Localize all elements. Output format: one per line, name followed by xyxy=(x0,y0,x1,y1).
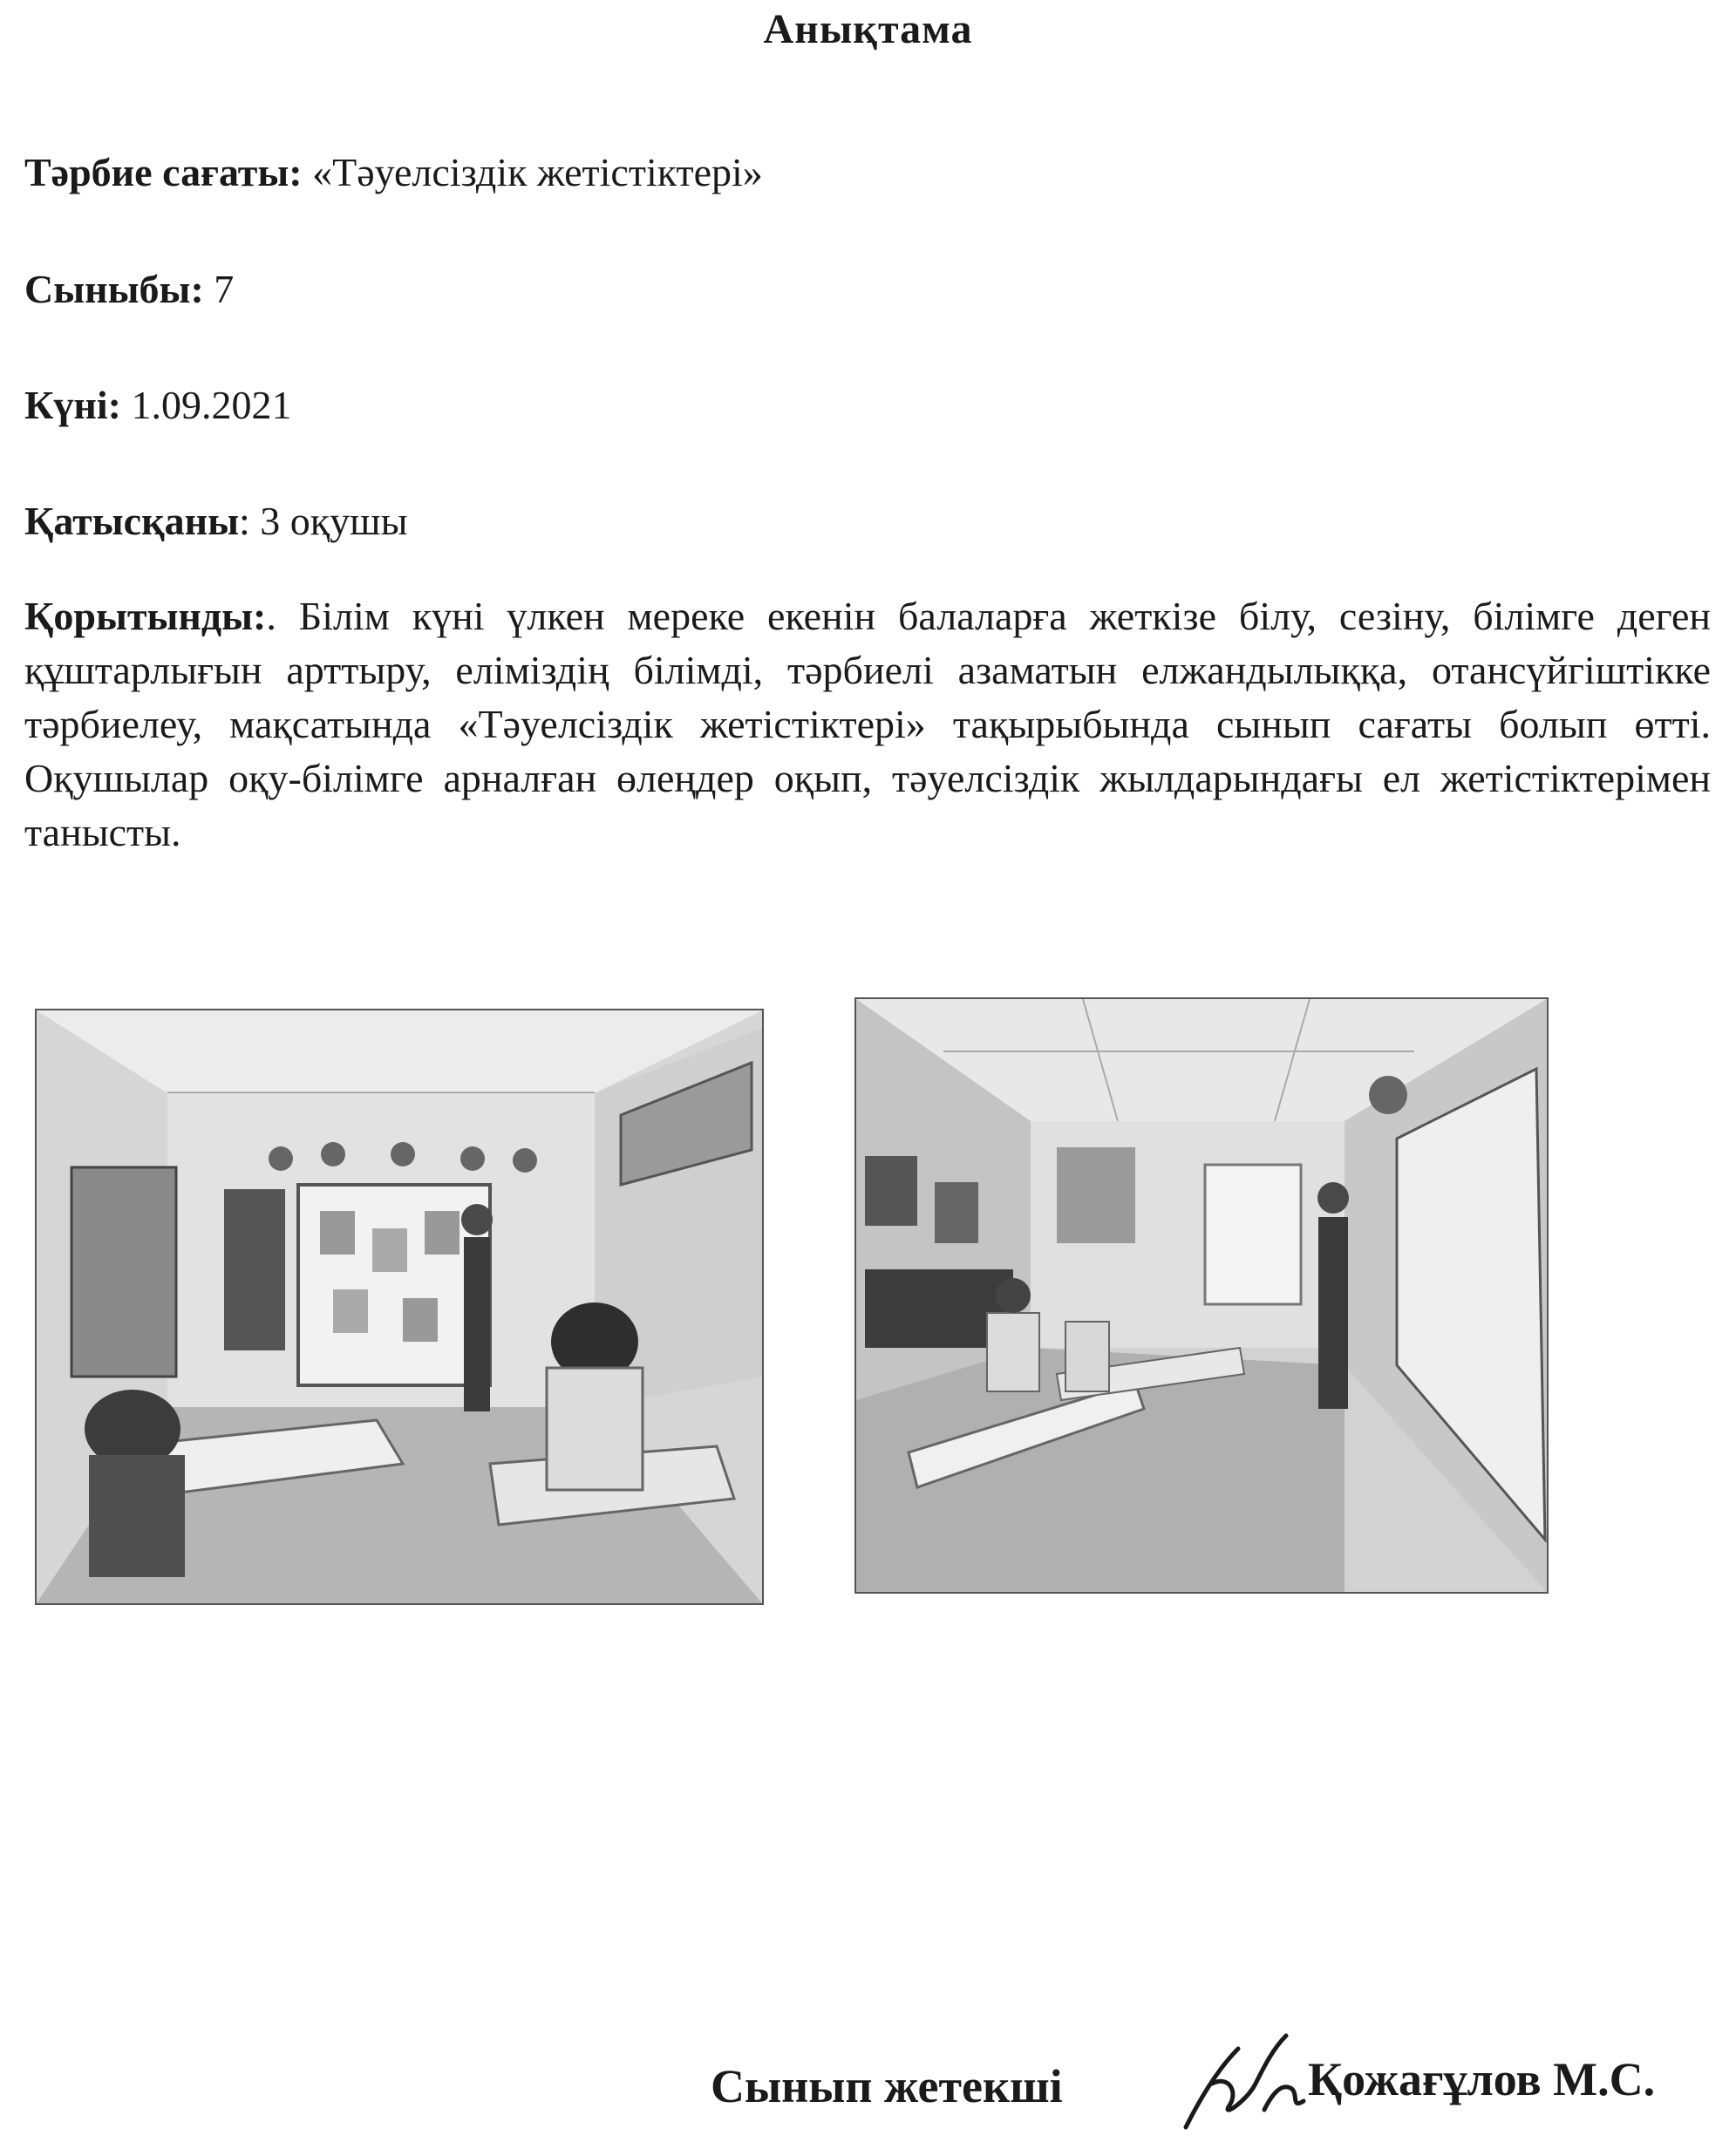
conclusion-label: Қорытынды: xyxy=(24,594,267,638)
signature-name: Қожағұлов М.С. xyxy=(1308,2053,1656,2105)
grade-value: 7 xyxy=(203,267,235,311)
attended-field xyxy=(24,495,407,547)
date-field xyxy=(24,379,291,432)
signature-row xyxy=(0,2031,1716,2136)
classroom-photo-left-graphic xyxy=(37,1010,762,1603)
attended-value: : 3 оқушы xyxy=(239,499,408,543)
conclusion-paragraph xyxy=(24,589,1711,860)
signature-role: Сынып жетекші xyxy=(711,2060,1063,2112)
date-label: Күні: xyxy=(24,383,121,427)
date-value: 1.09.2021 xyxy=(120,383,292,427)
conclusion-text: . Білім күні үлкен мереке екенін балаларға жеткізе білу, сезіну, білімге деген құштарлығын арттыру, еліміздің білімді, тәрбиелі азаматын елжандылыққа, отансүйгіштікке тәрбиелеу, мақсатында «Тәуелсіздік жетістіктері» тақырыбында сынып сағаты болып өтті. Оқушылар оқу-білімге арналған өлеңдер оқып, тәуелсіздік жылдарындағы ел жетістіктерімен танысты. xyxy=(24,594,1711,854)
grade-field xyxy=(24,263,234,316)
classroom-photo-right-graphic xyxy=(856,999,1547,1592)
handwritten-signature xyxy=(1168,2031,1325,2136)
classroom-photo-right xyxy=(854,997,1549,1594)
event-field xyxy=(24,146,763,199)
document-title: Анықтама xyxy=(763,6,973,52)
grade-label: Сыныбы: xyxy=(24,267,204,311)
event-value: «Тәуелсіздік жетістіктері» xyxy=(302,150,763,194)
attended-label: Қатысқаны xyxy=(24,499,240,543)
classroom-photo-left xyxy=(35,1009,764,1605)
event-label: Тәрбие сағаты: xyxy=(24,150,303,194)
